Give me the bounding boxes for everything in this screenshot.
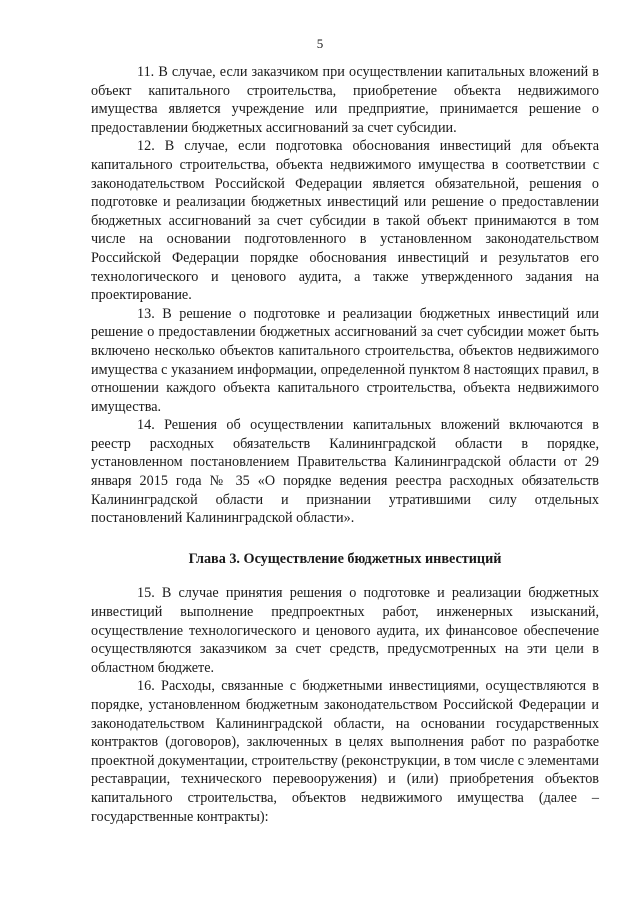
paragraph-11: 11. В случае, если заказчиком при осуществлении капитальных вложений в объект капитального строительства, приобретение объекта недвижимого имущества является учреждение или предприятие, принимается решение о предоставлении бюджетных ассигнований за счет субсидии. xyxy=(91,64,599,136)
paragraph-16: 16. Расходы, связанные с бюджетными инвестициями, осуществляются в порядке, установленном бюджетным законодательством Российской Федерации и законодательством Калининградской области, на основании государственных контрактов (договоров), заключенных в целях выполнения работ по разработке проектной документации, строительству (реконструкции, в том числе с элементами реставрации, технического перевооружения) и (или) приобретения объектов капитального строительства, объектов недвижимого имущества (далее – государственные контракты): xyxy=(91,678,599,825)
paragraph-15: 15. В случае принятия решения о подготовке и реализации бюджетных инвестиций выполнение предпроектных работ, инженерных изысканий, осуществление технологического и ценового аудита, их финансовое обеспечение осуществляются заказчиком за счет средств, предусмотренных на эти цели в областном бюджете. xyxy=(91,585,599,676)
paragraph-14: 14. Решения об осуществлении капитальных вложений включаются в реестр расходных обязательств Калининградской области в порядке, установленном постановлением Правительства Калининградской области от 29 января 2015 года № 35 «О порядке ведения реестра расходных обязательств Калининградской области и признании утратившими силу отдельных постановлений Калининградской области». xyxy=(91,417,599,527)
paragraph-13: 13. В решение о подготовке и реализации бюджетных инвестиций или решение о предоставлении бюджетных ассигнований за счет субсидии может быть включено несколько объектов капитального строительства, объектов недвижимого имущества с указанием информации, определенной пунктом 8 настоящих правил, в отношении каждого объекта капитального строительства, объекта недвижимого имущества. xyxy=(91,305,599,415)
page-number: 5 xyxy=(316,36,324,51)
document-body xyxy=(91,63,599,826)
paragraph-12: 12. В случае, если подготовка обоснования инвестиций для объекта капитального строительства, объекта недвижимого имущества в соответствии с законодательством Российской Федерации является обязательной, решения о подготовке и реализации бюджетных инвестиций или решение о предоставлении бюджетных ассигнований за счет субсидии в такой объект принимаются в том числе на основании подготовленного в установленном законодательством Российской Федерации порядке обоснования инвестиций и результатов его технологического и ценового аудита, а также утвержденного задания на проектирование. xyxy=(91,138,599,304)
chapter-heading: Глава 3. Осуществление бюджетных инвестиций xyxy=(188,550,502,567)
